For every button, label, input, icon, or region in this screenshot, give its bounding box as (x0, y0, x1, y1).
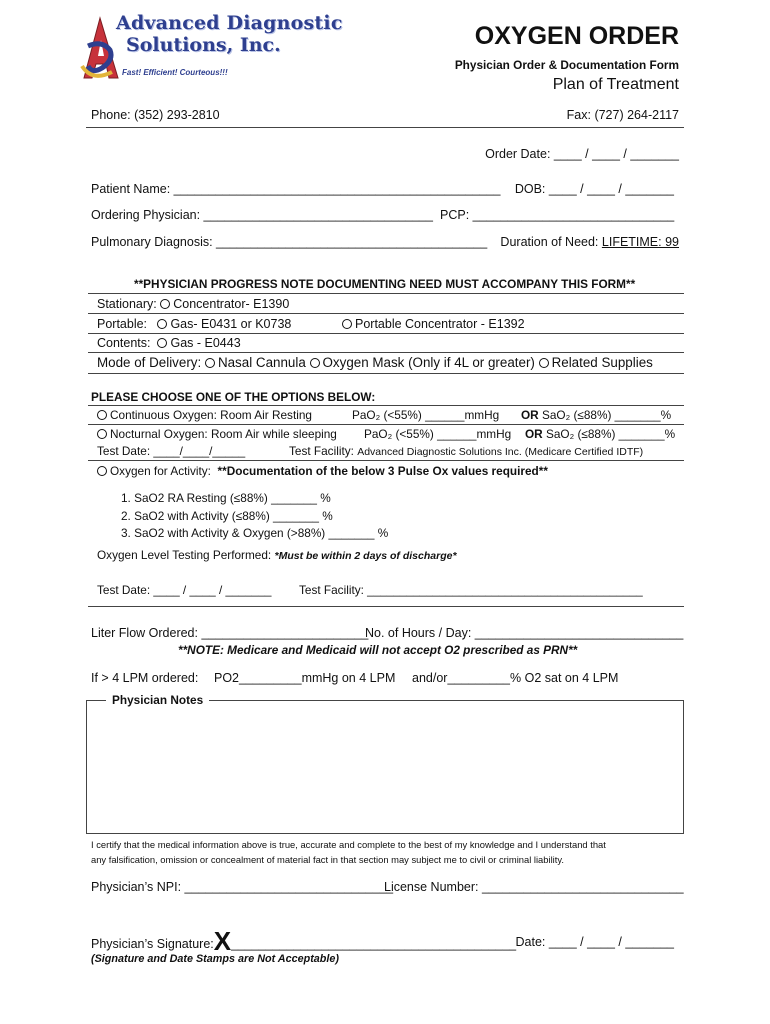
nocturnal-sao2 (525, 427, 675, 441)
signature-line[interactable]: _________________________________________ (231, 937, 517, 951)
npi-field[interactable]: Physician’s NPI: ______________________________ (91, 880, 394, 894)
activity-label: Oxygen for Activity: (110, 464, 211, 478)
test-facility-label: Test Facility: (289, 444, 354, 458)
rule-3 (88, 333, 684, 334)
contents-label: Contents: (97, 336, 151, 350)
rule-2 (88, 313, 684, 314)
signature-label: Physician’s Signature: (91, 937, 214, 951)
level-testing-note: *Must be within 2 days of discharge* (274, 550, 457, 562)
duration-label: Duration of Need: (500, 235, 599, 249)
activity-oxygen-row (97, 464, 548, 478)
continuous-label: Continuous Oxygen: Room Air Resting (110, 408, 312, 422)
options-heading: PLEASE CHOOSE ONE OF THE OPTIONS BELOW: (91, 390, 376, 404)
nasal-cannula-label: Nasal Cannula (217, 355, 306, 370)
activity-item-3[interactable]: 3. SaO2 with Activity & Oxygen (>88%) _______ % (121, 526, 389, 540)
ordering-physician-field[interactable]: Ordering Physician: _________________________________ (91, 208, 433, 222)
continuous-or: OR (521, 408, 539, 422)
over4-po2-field[interactable]: PO2_________mmHg on 4 LPM (214, 671, 396, 685)
portable-concentrator-label: Portable Concentrator - E1392 (355, 317, 525, 331)
delivery-row (97, 355, 653, 370)
activity-item-1[interactable]: 1. SaO2 RA Resting (≤88%) _______ % (121, 491, 331, 505)
liter-flow-field[interactable]: Liter Flow Ordered: ________________________ (91, 626, 369, 640)
activity-item-2[interactable]: 2. SaO2 with Activity (≤88%) _______ % (121, 509, 333, 523)
stationary-row (97, 297, 289, 311)
continuous-oxygen-row (97, 408, 312, 422)
physician-notes-box[interactable] (86, 700, 684, 834)
portable-row (97, 317, 291, 331)
portable-gas-label: Gas- E0431 or K0738 (170, 317, 292, 331)
duration-of-need (500, 235, 679, 249)
nocturnal-oxygen-radio[interactable] (97, 429, 107, 439)
stationary-label: Stationary: (97, 297, 157, 311)
rule-8 (88, 460, 684, 461)
page-subtitle: Physician Order & Documentation Form (454, 58, 679, 72)
progress-note-warning: **PHYSICIAN PROGRESS NOTE DOCUMENTING NEED MUST ACCOMPANY THIS FORM** (134, 277, 636, 291)
activity-note: **Documentation of the below 3 Pulse Ox values required** (217, 464, 548, 478)
license-field[interactable]: License Number: _____________________________ (384, 880, 684, 894)
prn-note: **NOTE: Medicare and Medicaid will not accept O2 prescribed as PRN** (178, 643, 578, 657)
oxygen-mask-label: Oxygen Mask (Only if 4L or greater) (322, 355, 535, 370)
continuous-pao2-field[interactable]: PaO₂ (<55%) ______mmHg (352, 408, 500, 422)
rule-9 (88, 606, 684, 607)
rule-1 (88, 293, 684, 294)
continuous-sao2 (521, 408, 671, 422)
patient-name-field[interactable]: Patient Name: _______________________________________________ (91, 182, 501, 196)
fax-number: Fax: (727) 264-2117 (566, 108, 679, 122)
delivery-label: Mode of Delivery: (97, 355, 202, 370)
continuous-oxygen-radio[interactable] (97, 410, 107, 420)
signature-note: (Signature and Date Stamps are Not Acceptable) (91, 953, 339, 965)
phone-number: Phone: (352) 293-2810 (91, 108, 220, 122)
logo-line2: Solutions, Inc. (126, 34, 281, 56)
over4-sat-field[interactable]: and/or_________% O2 sat on 4 LPM (412, 671, 619, 685)
header-divider (86, 127, 684, 128)
portable-row-opt2 (342, 317, 525, 331)
dob-field[interactable]: DOB: ____ / ____ / _______ (514, 182, 674, 196)
nocturnal-pao2-field[interactable]: PaO₂ (<55%) ______mmHg (364, 427, 512, 441)
hours-per-day-field[interactable]: No. of Hours / Day: ______________________________ (365, 626, 684, 640)
activity-oxygen-radio[interactable] (97, 466, 107, 476)
contents-gas-radio[interactable] (157, 338, 167, 348)
related-supplies-radio[interactable] (539, 358, 549, 368)
rule-5 (88, 373, 684, 374)
logo-line1: Advanced Diagnostic (116, 12, 343, 34)
test-facility2-field[interactable]: Test Facility: __________________________________________ (299, 583, 643, 597)
duration-value: LIFETIME: 99 (601, 235, 679, 249)
test-facility-value: Advanced Diagnostic Solutions Inc. (Medicare Certified IDTF) (357, 446, 644, 458)
pulmonary-diagnosis-field[interactable]: Pulmonary Diagnosis: _______________________________________ (91, 235, 488, 249)
related-supplies-label: Related Supplies (551, 355, 653, 370)
stationary-option-label: Concentrator- E1390 (173, 297, 290, 311)
test-facility (289, 444, 643, 458)
order-date-field[interactable]: Order Date: ____ / ____ / _______ (485, 147, 679, 161)
pcp-field[interactable]: PCP: _____________________________ (440, 208, 675, 222)
signature-date-field[interactable]: Date: ____ / ____ / _______ (515, 935, 674, 949)
rule-4 (88, 352, 684, 353)
company-logo (78, 10, 343, 92)
level-testing-row (97, 548, 457, 562)
portable-gas-radio[interactable] (157, 319, 167, 329)
oxygen-mask-radio[interactable] (310, 358, 320, 368)
physician-notes-title: Physician Notes (106, 693, 209, 707)
test-date2-field[interactable]: Test Date: ____ / ____ / _______ (97, 583, 272, 597)
portable-label: Portable: (97, 317, 148, 331)
page-title: OXYGEN ORDER (474, 22, 679, 50)
nocturnal-label: Nocturnal Oxygen: Room Air while sleeping (110, 427, 337, 441)
certify-line-2: any falsification, omission or concealment of material fact in that section may subject me to civil or criminal liability. (91, 854, 564, 865)
signature-x-mark: X (213, 926, 232, 956)
contents-row (97, 336, 241, 350)
page-subtitle2: Plan of Treatment (552, 76, 679, 93)
portable-concentrator-radio[interactable] (342, 319, 352, 329)
certify-line-1: I certify that the medical information above is true, accurate and complete to the best of my knowledge and I understand that (91, 839, 606, 850)
nasal-cannula-radio[interactable] (205, 358, 215, 368)
continuous-sao2-field[interactable]: SaO₂ (≤88%) _______% (541, 408, 672, 422)
logo-tagline: Fast! Efficient! Courteous!!! (122, 68, 228, 77)
rule-7 (88, 424, 684, 425)
level-testing-label: Oxygen Level Testing Performed: (97, 548, 272, 562)
test-date-field[interactable]: Test Date: ____/____/_____ (97, 444, 246, 458)
nocturnal-or: OR (525, 427, 543, 441)
contents-gas-label: Gas - E0443 (170, 336, 241, 350)
nocturnal-oxygen-row (97, 427, 337, 441)
nocturnal-sao2-field[interactable]: SaO₂ (≤88%) _______% (545, 427, 676, 441)
stationary-concentrator-radio[interactable] (160, 299, 170, 309)
rule-6 (88, 405, 684, 406)
over4-label: If > 4 LPM ordered: (91, 671, 199, 685)
